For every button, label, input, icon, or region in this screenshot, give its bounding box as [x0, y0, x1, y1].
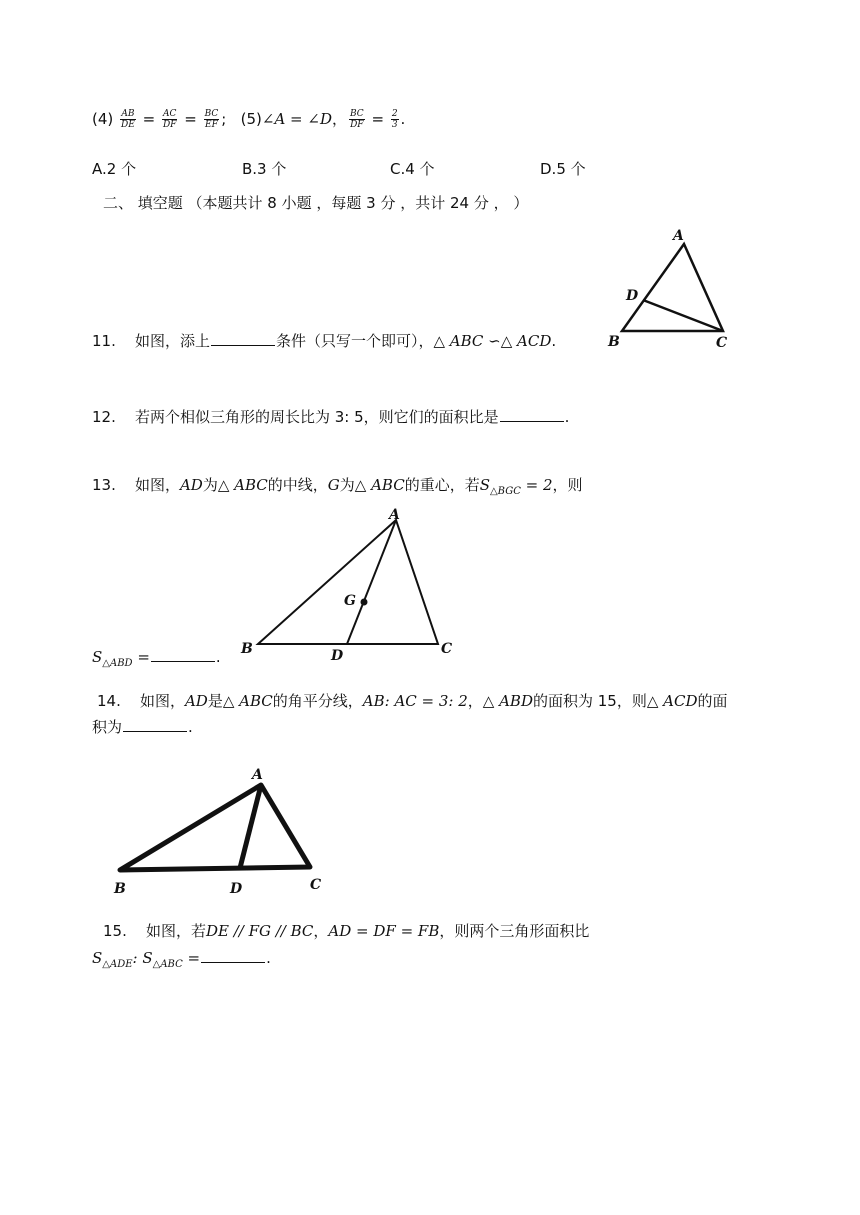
area-bgc: $S_{\triangle BGC} = 2$	[479, 476, 553, 497]
item4-label: (4)	[92, 110, 114, 128]
question-13-answer	[92, 646, 221, 675]
question-15	[103, 920, 589, 942]
q13-t2: 为	[202, 476, 218, 494]
label-a: A	[252, 767, 263, 783]
q14-t5: 的面积为 15，则	[532, 692, 647, 710]
q11-text-after: 条件（只写一个即可），	[275, 332, 434, 350]
period: .	[564, 408, 570, 426]
label-g: G	[344, 593, 356, 609]
q14-m4: △ ABD	[482, 692, 533, 710]
q15-m2: AD = DF = FB	[328, 922, 440, 940]
q14-m5: △ ACD	[646, 692, 698, 710]
period: .	[400, 110, 406, 128]
fraction-ab-de: $\frac{AB}{DE}$	[121, 109, 135, 130]
label-b: B	[241, 641, 253, 657]
period: .	[551, 332, 557, 350]
q13-t1: 如图，	[134, 476, 180, 494]
label-c: C	[441, 641, 453, 657]
question-number: 14.	[97, 692, 121, 710]
equals-sign: =	[142, 110, 156, 128]
triangle-abc	[258, 520, 438, 644]
q15-t1: 如图，若	[145, 922, 206, 940]
question-number: 13.	[92, 476, 116, 494]
period: .	[266, 949, 271, 967]
q11-figure	[600, 222, 740, 352]
question-11	[92, 330, 556, 352]
q13-t4: 为	[339, 476, 355, 494]
answer-blank[interactable]	[211, 330, 275, 346]
question-number: 11.	[92, 332, 116, 350]
label-a: A	[389, 507, 400, 523]
label-b: B	[608, 334, 620, 350]
q14-t6: 的面	[697, 692, 728, 710]
q14-t4: ，	[467, 692, 483, 710]
q15-m1: DE // FG // BC	[205, 922, 314, 940]
q14-t2: 是	[207, 692, 223, 710]
answer-blank[interactable]	[123, 716, 187, 732]
q14-t3: 的角平分线，	[272, 692, 363, 710]
q13-m2: △ ABC	[217, 476, 268, 494]
q13-figure	[236, 505, 466, 665]
fraction-bc-ef: $\frac{BC}{EF}$	[204, 109, 219, 130]
q15-t3: ，则两个三角形面积比	[439, 922, 590, 940]
answer-blank[interactable]	[500, 406, 564, 422]
option-c[interactable]: C.4 个	[390, 160, 435, 178]
equals-sign: =	[371, 110, 385, 128]
separator: ;	[221, 110, 227, 128]
area-abd: $S_{\triangle ABD}$ =	[92, 648, 150, 669]
question-number: 12.	[92, 408, 116, 426]
question-14-line2	[92, 716, 193, 738]
fraction-2-3: $\frac{2}{3}$	[391, 109, 398, 130]
q14-figure	[100, 755, 340, 905]
median-ad	[347, 520, 396, 644]
option-a[interactable]: A.2 个	[92, 160, 137, 178]
q14-m1: AD	[184, 692, 208, 710]
q11-math: △ ABC ∽△ ACD	[433, 332, 552, 350]
angle-equality: ∠A = ∠D	[261, 110, 332, 128]
q13-m1: AD	[179, 476, 203, 494]
q13-t5: 的重心，若	[404, 476, 480, 494]
q14-m3: AB: AC = 3: 2	[362, 692, 468, 710]
fraction-bc-df: $\frac{BC}{DF}$	[350, 109, 364, 130]
answer-blank[interactable]	[151, 646, 215, 662]
option-d[interactable]: D.5 个	[540, 160, 586, 178]
fraction-ac-df: $\frac{AC}{DF}$	[162, 109, 177, 130]
q15-t2: ，	[313, 922, 329, 940]
question-number: 15.	[103, 922, 127, 940]
question-14	[97, 690, 727, 712]
label-c: C	[310, 877, 322, 893]
label-d: D	[230, 881, 243, 897]
question-15-line2	[92, 947, 271, 976]
label-a: A	[673, 228, 684, 244]
equals-sign: =	[184, 110, 197, 128]
q13-t6: ，则	[552, 476, 583, 494]
answer-blank[interactable]	[201, 947, 265, 963]
q12-text: 若两个相似三角形的周长比为 3: 5，则它们的面积比是	[134, 408, 499, 426]
q13-m3: G	[327, 476, 340, 494]
comma: ，	[331, 110, 347, 128]
question-13	[92, 474, 583, 503]
area-ratio: $S_{\triangle ADE}$: $S_{\triangle ABC}$ =	[92, 949, 201, 970]
q14-t1: 如图，	[139, 692, 185, 710]
q11-text-before: 如图，添上	[134, 332, 210, 350]
label-d: D	[626, 288, 639, 304]
q14-line2: 积为	[92, 718, 123, 736]
triangle-abc	[120, 785, 310, 870]
q13-m4: △ ABC	[354, 476, 405, 494]
period: .	[215, 648, 221, 666]
label-c: C	[716, 335, 728, 351]
period: .	[188, 718, 193, 736]
option-b[interactable]: B.3 个	[242, 160, 287, 178]
q10-item-4-5	[92, 108, 405, 130]
label-b: B	[114, 881, 126, 897]
q13-t3: 的中线，	[267, 476, 328, 494]
q14-m2: △ ABC	[222, 692, 273, 710]
label-d: D	[331, 648, 344, 664]
section-heading: 二、 填空题 （本题共计 8 小题 ，每题 3 分 ，共计 24 分 ， ）	[103, 194, 529, 212]
question-12	[92, 406, 569, 428]
item5-label: (5)	[240, 110, 262, 128]
centroid-point	[361, 599, 368, 606]
